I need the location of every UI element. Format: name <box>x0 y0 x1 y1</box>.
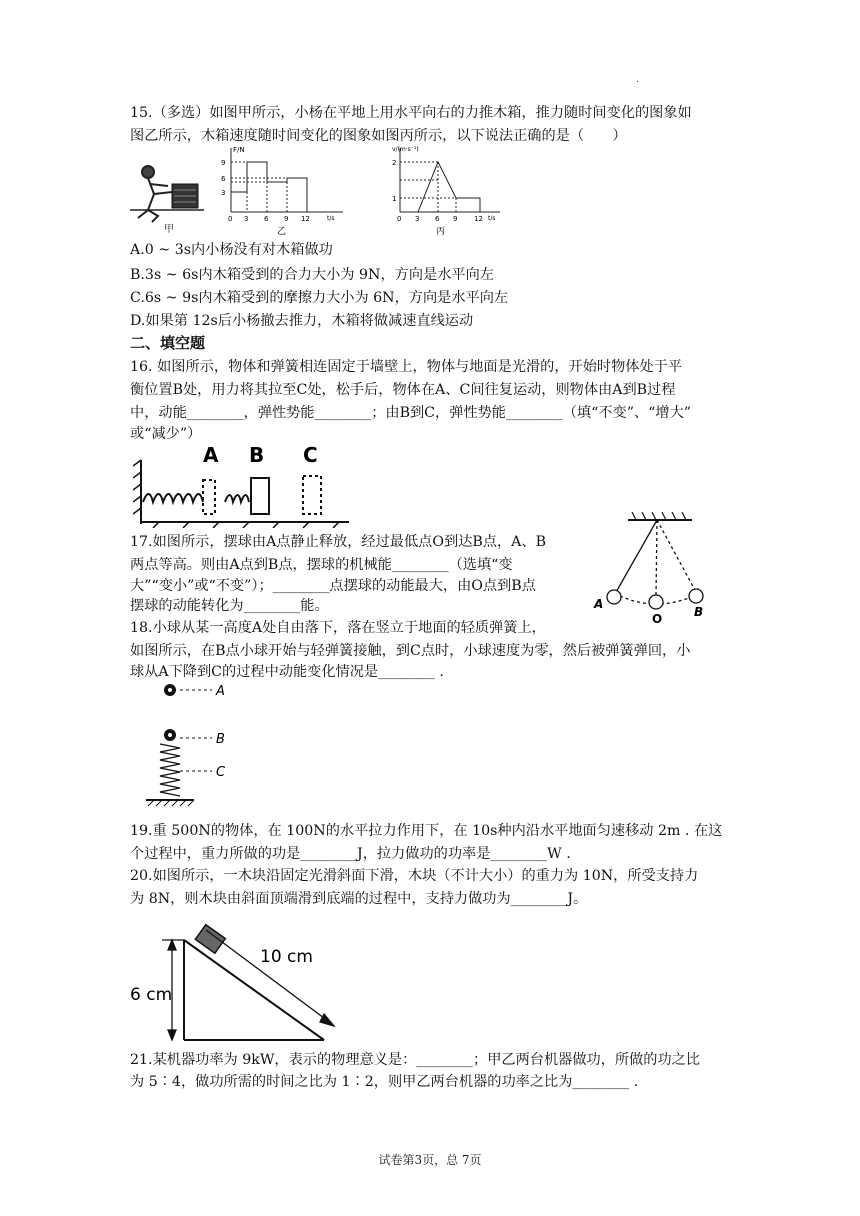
svg-text:3: 3 <box>221 189 226 197</box>
q17-line-3: 大”“变小”或“不变”）；________点摆球的动能最大，由O点到B点 <box>130 578 536 594</box>
svg-text:F/N: F/N <box>233 146 245 154</box>
q18-line-2: 如图所示，在B点小球开始与轻弹簧接触，到C点时，小球速度为零，然后被弹簧弹回，小 <box>130 643 691 659</box>
q15-stem-line-2: 图乙所示，木箱速度随时间变化的图象如图丙所示，以下说法正确的是（ ） <box>130 128 627 144</box>
q18-line-3: 球从A下降到C的过程中动能变化情况是________ . <box>130 664 444 680</box>
svg-text:3: 3 <box>244 215 249 223</box>
svg-text:12: 12 <box>301 215 310 223</box>
svg-text:C: C <box>303 443 318 467</box>
svg-text:6: 6 <box>221 175 226 183</box>
svg-text:6: 6 <box>435 215 440 223</box>
svg-text:B: B <box>694 605 704 619</box>
svg-text:9: 9 <box>221 159 226 167</box>
fig-jia-label: 甲 <box>164 224 174 235</box>
q16-figure <box>133 440 353 528</box>
top-mark: . <box>636 74 640 85</box>
q20-line-1: 20.如图所示，一木块沿固定光滑斜面下滑，木块（不计大小）的重力为 10N，所受支持力 <box>130 868 699 884</box>
svg-text:3: 3 <box>415 215 420 223</box>
svg-text:A: A <box>216 684 225 699</box>
q17-line-4: 摆球的动能转化为________能。 <box>130 598 329 614</box>
svg-text:t/s: t/s <box>488 215 496 222</box>
svg-text:B: B <box>216 732 225 747</box>
q20-figure <box>128 920 358 1046</box>
svg-text:O: O <box>652 612 663 626</box>
svg-text:0: 0 <box>397 215 402 223</box>
q18-line-1: 18.小球从某一高度A处自由落下，落在竖立于地面的轻质弹簧上， <box>130 620 546 636</box>
svg-text:v/(m·s⁻¹): v/(m·s⁻¹) <box>392 146 419 153</box>
svg-text:B: B <box>249 443 265 467</box>
q16-line-3: 中，动能________，弹性势能________；由B到C，弹性势能________（填“不变”、“增大” <box>130 405 692 421</box>
svg-text:9: 9 <box>284 215 289 223</box>
q19-line-2: 个过程中，重力所做的功是________J，拉力做功的功率是________W . <box>130 846 571 862</box>
svg-text:6: 6 <box>264 215 269 223</box>
q19-line-1: 19.重 500N的物体，在 100N的水平拉力作用下，在 10s种内沿水平地面匀速移动 2m . 在这 <box>130 823 723 839</box>
q15-figure-jia <box>128 160 204 236</box>
svg-text:1: 1 <box>392 195 397 203</box>
svg-text:2: 2 <box>392 159 397 167</box>
svg-text:A: A <box>594 597 604 611</box>
svg-text:10 cm: 10 cm <box>260 947 313 967</box>
q15-figure-bing <box>388 142 508 236</box>
q16-line-1: 16. 如图所示，物体和弹簧相连固定于墙壁上，物体与地面是光滑的，开始时物体处于平 <box>130 359 683 375</box>
q20-line-2: 为 8N，则木块由斜面顶端滑到底端的过程中，支持力做功为________J。 <box>130 891 588 907</box>
svg-text:t/s: t/s <box>327 215 335 222</box>
q15-stem-line-1: 15.（多选）如图甲所示，小杨在平地上用水平向右的力推木箱，推力随时间变化的图象如 <box>130 105 692 121</box>
svg-text:C: C <box>216 765 226 780</box>
svg-text:A: A <box>203 443 219 467</box>
q15-option-d: D.如果第 12s后小杨撤去推力，木箱将做减速直线运动 <box>130 313 474 329</box>
q15-option-b: B.3s ~ 6s内木箱受到的合力大小为 9N，方向是水平向左 <box>130 267 494 283</box>
svg-text:0: 0 <box>228 215 233 223</box>
q18-figure <box>140 680 250 812</box>
page-footer: 试卷第3页，总 7页 <box>378 1153 482 1167</box>
q21-line-2: 为 5∶4，做功所需的时间之比为 1∶2，则甲乙两台机器的功率之比为________ . <box>130 1074 639 1090</box>
svg-text:乙: 乙 <box>277 227 287 236</box>
q21-line-1: 21.某机器功率为 9kW，表示的物理意义是：________；甲乙两台机器做功，所做的功之比 <box>130 1052 701 1068</box>
q17-figure <box>590 508 725 628</box>
q17-line-1: 17.如图所示，摆球由A点静止释放，经过最低点O到达B点，A、B <box>130 534 547 550</box>
q16-line-4: 或“减少”） <box>130 426 202 442</box>
svg-text:9: 9 <box>453 215 458 223</box>
q15-option-c: C.6s ~ 9s内木箱受到的摩擦力大小为 6N，方向是水平向左 <box>130 290 509 306</box>
q15-figure-yi <box>215 142 350 236</box>
q15-option-a: A.0 ~ 3s内小杨没有对木箱做功 <box>130 242 333 258</box>
q17-line-2: 两点等高。则由A点到B点，摆球的机械能________（选填“变 <box>130 557 513 573</box>
q16-line-2: 衡位置B处，用力将其拉至C处，松手后，物体在A、C间往复运动，则物体由A到B过程 <box>130 382 676 398</box>
svg-text:丙: 丙 <box>436 227 446 236</box>
svg-text:12: 12 <box>474 215 483 223</box>
section-title: 二、填空题 <box>130 334 206 352</box>
svg-text:6 cm: 6 cm <box>130 985 173 1005</box>
